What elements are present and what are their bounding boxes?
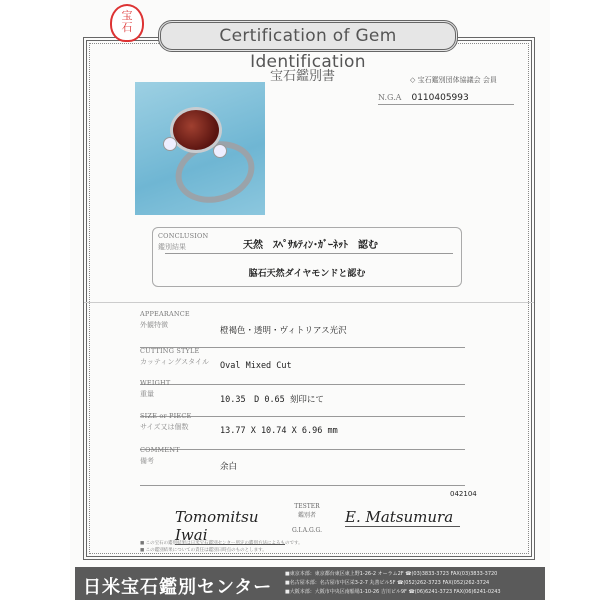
field-label-en: CUTTING STYLE [140, 347, 200, 355]
subtitle: 宝石鑑別書 [270, 69, 336, 84]
field-label-jp: カッティングスタイル [140, 358, 210, 366]
field-label-en: APPEARANCE [140, 310, 190, 318]
field-value: 13.77 X 10.74 X 6.96 mm [220, 426, 338, 436]
field-value: Oval Mixed Cut [220, 361, 292, 371]
tester-label-jp: 鑑別者 [297, 512, 316, 519]
conclusion-value: 天然 ｽﾍﾟｻﾙﾃｨﾝ･ｶﾞｰﾈｯﾄ 認む [243, 240, 378, 251]
tester-block [292, 502, 322, 535]
association-member: ◇ 宝石鑑別団体協議会 会員 [410, 76, 497, 84]
signature-2: E. Matsumura [345, 508, 460, 527]
conclusion-label-en: CONCLUSION [158, 232, 209, 240]
association-text: 宝石鑑別団体協議会 会員 [417, 76, 497, 84]
nga-number [378, 93, 514, 105]
conclusion-box [152, 227, 462, 287]
field-label-jp: 外観特徴 [140, 321, 168, 329]
side-diamond [213, 144, 227, 158]
center-name: 日米宝石鑑別センター [83, 577, 273, 598]
signature-1: Tomomitsu Iwai [175, 508, 285, 545]
tester-org: G.I.A.G.G. [292, 527, 322, 534]
footer-band [75, 567, 545, 600]
field-appearance [140, 308, 465, 348]
field-comment [140, 444, 465, 486]
nga-label: N.G.A [378, 93, 402, 102]
tester-label-en: TESTER [294, 503, 320, 510]
field-label-jp: サイズ又は個数 [140, 423, 189, 431]
field-value: 10.35 D 0.65 刻印にて [220, 395, 324, 405]
certificate-code: 042104 [450, 490, 477, 498]
fine-print-notes: ■ この宝石の鑑別結果は日米宝石鑑別センター所定の鑑別方法によるものです。 ■ この鑑別結果についての責任は鑑別日時点のものとします。 [140, 541, 303, 553]
field-label-en: SIZE or PIECE [140, 412, 192, 420]
field-label-jp: 備考 [140, 457, 154, 465]
nga-value: 0110405993 [411, 93, 469, 103]
addresses [285, 570, 501, 597]
address-osaka: ■大阪本部：大阪市中央区南船場1-10-26 吉川ビル9F ☎(06)6241-3723 FAX(06)6241-0243 [285, 589, 501, 595]
gem-photo [135, 82, 265, 215]
field-label-jp: 重量 [140, 390, 154, 398]
conclusion-sub: 脇石天然ダイヤモンドと認む [248, 269, 366, 279]
field-label-en: COMMENT [140, 446, 180, 454]
certificate-title: Certification of Gem Identification [158, 20, 458, 52]
address-tokyo: ■東京本部：東京都台東区東上野1-26-2 オーラム2F ☎(03)3833-3723 FAX(03)3833-3720 [285, 571, 498, 577]
side-diamond [163, 137, 177, 151]
address-nagoya: ■名古屋本部：名古屋市中区栄3-2-7 丸善ビル5F ☎(052)262-3723 FAX(052)262-3724 [285, 580, 490, 586]
field-label-en: WEIGHT [140, 379, 171, 387]
field-value: 余白 [220, 462, 238, 472]
conclusion-label-jp: 鑑別結果 [158, 243, 186, 251]
field-value: 橙褐色・透明・ヴィトリアス光沢 [220, 326, 347, 336]
red-seal-stamp: 宝 石 [110, 4, 144, 42]
